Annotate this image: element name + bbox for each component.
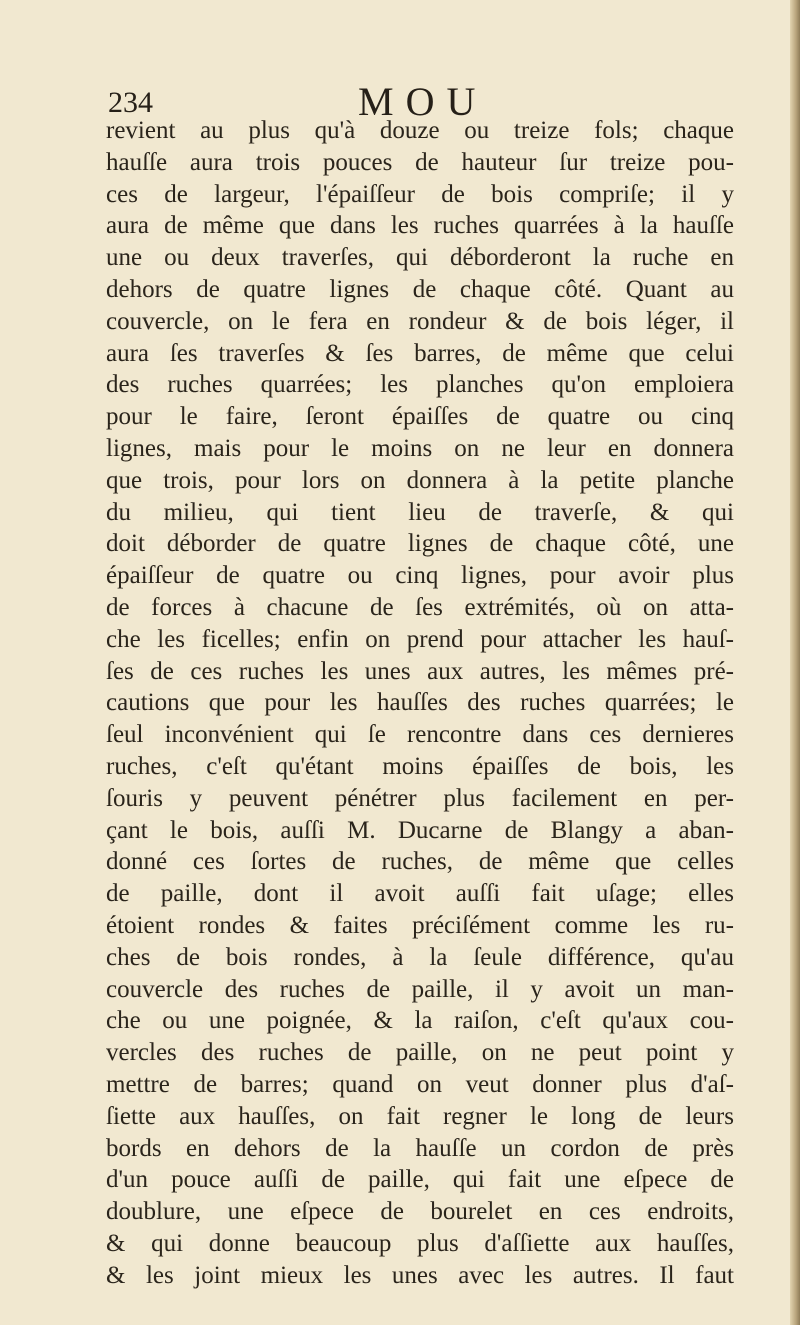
text-line: ſiette aux hauſſes, on fait regner le long de leurs xyxy=(106,1102,734,1130)
text-line: doublure, une eſpece de bourelet en ces endroits, xyxy=(106,1198,734,1226)
text-line: che ou une poignée, & la raiſon, c'eſt qu'aux cou- xyxy=(106,1007,734,1035)
text-line: que trois, pour lors on donnera à la petite planche xyxy=(106,466,734,494)
text-line: couvercle, on le fera en rondeur & de bois léger, il xyxy=(106,307,734,335)
text-line: & qui donne beaucoup plus d'aſſiette aux hauſſes, xyxy=(106,1229,734,1257)
text-line: lignes, mais pour le moins on ne leur en donnera xyxy=(106,434,734,462)
text-line: ces de largeur, l'épaiſſeur de bois compriſe; il y xyxy=(106,180,734,208)
text-line: che les ficelles; enfin on prend pour attacher les hauſ- xyxy=(106,625,734,653)
text-line: ſes de ces ruches les unes aux autres, les mêmes pré- xyxy=(106,657,734,685)
text-line: revient au plus qu'à douze ou treize fols; chaque xyxy=(106,117,734,144)
text-line: ſouris y peuvent pénétrer plus facilement en per- xyxy=(106,784,734,812)
text-line: ches de bois rondes, à la ſeule différence, qu'au xyxy=(106,943,734,971)
text-line: de paille, dont il avoit auſſi fait uſage; elles xyxy=(106,880,734,908)
text-line: étoient rondes & faites préciſément comme les ru- xyxy=(106,911,734,939)
text-line: aura de même que dans les ruches quarrées à la hauſſe xyxy=(106,212,734,240)
text-line: doit déborder de quatre lignes de chaque côté, une xyxy=(106,530,734,558)
running-head: MOU xyxy=(358,79,488,124)
page-number: 234 xyxy=(108,86,153,119)
body-text xyxy=(106,115,734,1291)
text-line: couvercle des ruches de paille, il y avoit un man- xyxy=(106,975,734,1003)
text-line: aura ſes traverſes & ſes barres, de même que celui xyxy=(106,339,734,367)
text-line: & les joint mieux les unes avec les autres. Il faut xyxy=(106,1261,734,1289)
text-line: d'un pouce auſſi de paille, qui fait une eſpece de xyxy=(106,1166,734,1194)
text-line: donné ces ſortes de ruches, de même que celles xyxy=(106,848,734,876)
text-line: de forces à chacune de ſes extrémités, où on atta- xyxy=(106,593,734,621)
text-line: hauſſe aura trois pouces de hauteur ſur treize pou- xyxy=(106,148,734,176)
text-line: bords en dehors de la hauſſe un cordon de près xyxy=(106,1134,734,1162)
text-line: cautions que pour les hauſſes des ruches quarrées; le xyxy=(106,689,734,717)
text-line: du milieu, qui tient lieu de traverſe, & qui xyxy=(106,498,734,526)
text-line: pour le faire, ſeront épaiſſes de quatre ou cinq xyxy=(106,403,734,431)
text-line: dehors de quatre lignes de chaque côté. Quant au xyxy=(106,275,734,303)
text-line: ſeul inconvénient qui ſe rencontre dans ces dernieres xyxy=(106,721,734,749)
text-line: des ruches quarrées; les planches qu'on emploiera xyxy=(106,371,734,399)
text-line: épaiſſeur de quatre ou cinq lignes, pour avoir plus xyxy=(106,562,734,590)
text-line: ruches, c'eſt qu'étant moins épaiſſes de bois, les xyxy=(106,752,734,780)
text-line: mettre de barres; quand on veut donner plus d'aſ- xyxy=(106,1070,734,1098)
text-line: vercles des ruches de paille, on ne peut point y xyxy=(106,1039,734,1067)
text-line: çant le bois, auſſi M. Ducarne de Blangy a aban- xyxy=(106,816,734,844)
page-edge xyxy=(790,0,800,1325)
text-line: une ou deux traverſes, qui déborderont la ruche en xyxy=(106,244,734,272)
